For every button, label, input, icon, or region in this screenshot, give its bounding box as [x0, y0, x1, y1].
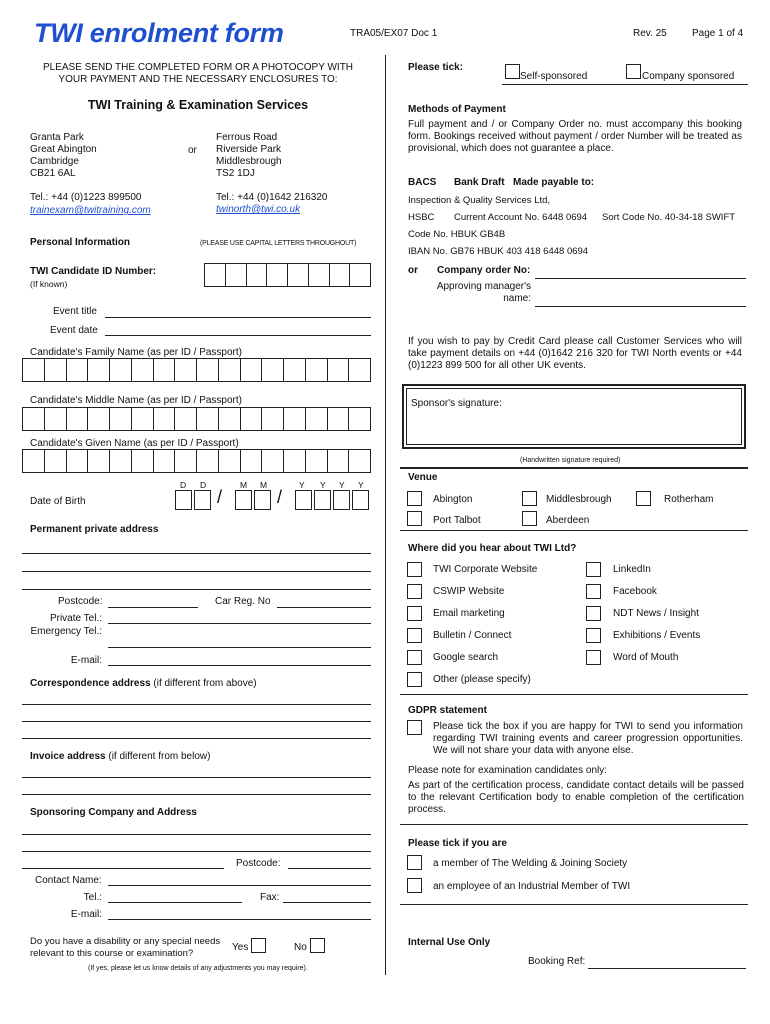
venue-rotherham-checkbox[interactable]	[636, 491, 651, 506]
dob-month-2[interactable]	[254, 490, 271, 510]
revision: Rev. 25	[633, 28, 667, 39]
org-heading: TWI Training & Examination Services	[87, 98, 309, 112]
dob-letter-y3: Y	[339, 480, 345, 490]
if-known-note: (If known)	[30, 279, 68, 289]
middle-name-input[interactable]	[22, 407, 371, 431]
dob-label: Date of Birth	[30, 496, 86, 507]
fax-label: Fax:	[260, 892, 280, 903]
member-welding-checkbox[interactable]	[407, 855, 422, 870]
email-label: E-mail:	[70, 655, 102, 666]
dob-year-4[interactable]	[352, 490, 369, 510]
methods-text: Full payment and / or Company Order no. must accompany this booking form. Bookings received without payment / order Number will be treated as provisional, which does not guarantee a place.	[408, 119, 742, 154]
address-cambridge: Granta Park Great Abington Cambridge CB21 6AL	[30, 132, 97, 179]
or-label-right: or	[408, 265, 418, 276]
email-cambridge[interactable]: trainexam@twitraining.com	[30, 205, 151, 216]
emergency-tel-line[interactable]	[108, 647, 371, 648]
booking-ref-line[interactable]	[588, 968, 746, 969]
hear-google-checkbox[interactable]	[407, 650, 422, 665]
hear-email-checkbox[interactable]	[407, 606, 422, 621]
form-title: TWI enrolment form	[34, 18, 284, 48]
company-sponsored-checkbox[interactable]	[626, 64, 641, 79]
internal-divider	[400, 904, 748, 905]
page-number: Page 1 of 4	[692, 28, 744, 39]
sponsor-postcode-label: Postcode:	[236, 858, 281, 869]
contact-name-label: Contact Name:	[35, 875, 102, 886]
dob-letter-d1: D	[180, 480, 187, 490]
disability-yes-checkbox[interactable]	[251, 938, 266, 953]
hear-ndt-news-label: NDT News / Insight	[613, 608, 699, 619]
candidate-id-label: TWI Candidate ID Number:	[30, 266, 157, 277]
employee-industrial-checkbox[interactable]	[407, 878, 422, 893]
correspondence-line-3[interactable]	[22, 738, 371, 739]
venue-abington-label: Abington	[433, 494, 473, 505]
venue-middlesbrough-checkbox[interactable]	[522, 491, 537, 506]
venue-port-talbot-checkbox[interactable]	[407, 511, 422, 526]
self-sponsored-label: Self-sponsored	[520, 71, 588, 82]
sponsor-postcode-line[interactable]	[288, 868, 371, 869]
dob-letter-m2: M	[260, 480, 268, 490]
hear-heading: Where did you hear about TWI Ltd?	[408, 543, 577, 554]
invoice-line-2[interactable]	[22, 794, 371, 795]
iban: IBAN No. GB76 HBUK 403 418 6448 0694	[408, 246, 589, 257]
candidate-id-input[interactable]	[204, 263, 371, 287]
given-name-label: Candidate's Given Name (as per ID / Passport)	[30, 438, 239, 449]
hear-exhibitions-label: Exhibitions / Events	[613, 630, 701, 641]
member-welding-label: a member of The Welding & Joining Society	[433, 858, 628, 869]
hear-google-label: Google search	[433, 652, 499, 663]
private-tel-line[interactable]	[108, 623, 371, 624]
or-label: or	[188, 145, 197, 156]
dob-separator-2: /	[277, 487, 283, 507]
payee: Inspection & Quality Services Ltd,	[408, 195, 551, 206]
dob-letter-y1: Y	[299, 480, 305, 490]
payable-to-label: Made payable to:	[513, 177, 595, 188]
yes-label: Yes	[232, 942, 249, 953]
dob-day-1[interactable]	[175, 490, 192, 510]
sort-code: Sort Code No. 40-34-18 SWIFT	[602, 212, 736, 223]
fax-line[interactable]	[283, 902, 371, 903]
hear-exhibitions-checkbox[interactable]	[586, 628, 601, 643]
company-order-line[interactable]	[535, 278, 746, 279]
postcode-label: Postcode:	[58, 596, 103, 607]
sponsor-signature-box[interactable]	[402, 384, 746, 449]
bacs-label: BACS	[408, 177, 437, 188]
given-name-input[interactable]	[22, 449, 371, 473]
dob-letter-d2: D	[200, 480, 207, 490]
no-label: No	[294, 942, 307, 953]
gdpr-divider	[400, 694, 748, 695]
dob-year-1[interactable]	[295, 490, 312, 510]
sponsor-tel-line[interactable]	[108, 902, 242, 903]
tel-cambridge: Tel.: +44 (0)1223 899500	[30, 192, 142, 203]
dob-month-1[interactable]	[235, 490, 252, 510]
hear-divider	[400, 530, 748, 531]
exam-text: As part of the certification process, candidate contact details will be passed to the relevant Certification body to enable completion of the certification process.	[408, 780, 744, 815]
event-title-line[interactable]	[105, 317, 371, 318]
sponsor-tel-label: Tel.:	[83, 892, 102, 903]
bank-name: HSBC	[408, 212, 435, 223]
hear-bulletin-checkbox[interactable]	[407, 628, 422, 643]
hear-ndt-news-checkbox[interactable]	[586, 606, 601, 621]
exam-note: Please note for examination candidates only:	[408, 765, 608, 776]
event-date-label: Event date	[50, 325, 98, 336]
bank-draft-label: Bank Draft	[454, 177, 505, 188]
hear-twi-website-checkbox[interactable]	[407, 562, 422, 577]
dob-letter-m1: M	[240, 480, 248, 490]
employee-industrial-label: an employee of an Industrial Member of TWI	[433, 881, 631, 892]
tel-middlesbrough: Tel.: +44 (0)1642 216320	[216, 192, 328, 203]
capitals-note: (PLEASE USE CAPITAL LETTERS THROUGHOUT)	[200, 240, 357, 247]
disability-note: (If yes, please let us know details of any adjustments you may require).	[88, 965, 308, 972]
invoice-line-1[interactable]	[22, 777, 371, 778]
dob-day-2[interactable]	[194, 490, 211, 510]
sponsor-line-1[interactable]	[22, 834, 371, 835]
venue-abington-checkbox[interactable]	[407, 491, 422, 506]
gdpr-heading: GDPR statement	[408, 705, 487, 716]
approving-manager-line[interactable]	[535, 306, 746, 307]
hear-cswip-label: CSWIP Website	[433, 586, 505, 597]
company-order-label: Company order No:	[437, 265, 531, 276]
swift-code: Code No. HBUK GB4B	[408, 229, 506, 240]
sponsor-email-line[interactable]	[108, 919, 371, 920]
permanent-address-heading: Permanent private address	[30, 524, 159, 535]
address-middlesbrough: Ferrous Road Riverside Park Middlesbrough TS2 1DJ	[216, 132, 282, 179]
car-reg-label: Car Reg. No	[215, 596, 271, 607]
address-line-2[interactable]	[22, 571, 371, 572]
account-number: Current Account No. 6448 0694	[454, 212, 588, 223]
send-instruction: PLEASE SEND THE COMPLETED FORM OR A PHOTOCOPY WITH YOUR PAYMENT AND THE NECESSARY ENCLOSURES TO:	[42, 62, 354, 85]
family-name-input[interactable]	[22, 358, 371, 382]
hear-twi-website-label: TWI Corporate Website	[433, 564, 538, 575]
hear-cswip-checkbox[interactable]	[407, 584, 422, 599]
correspondence-line-2[interactable]	[22, 721, 371, 722]
sponsor-line-2[interactable]	[22, 851, 371, 852]
sponsor-line-3[interactable]	[22, 868, 224, 869]
event-date-line[interactable]	[105, 335, 371, 336]
car-reg-line[interactable]	[277, 607, 371, 608]
hear-other-label: Other (please specify)	[433, 674, 531, 685]
approving-manager-label: Approving manager's name:	[436, 281, 531, 304]
hear-word-of-mouth-label: Word of Mouth	[613, 652, 679, 663]
booking-ref-label: Booking Ref:	[528, 956, 586, 967]
company-sponsored-label: Company sponsored	[642, 71, 735, 82]
contact-name-line[interactable]	[108, 885, 371, 886]
correspondence-heading: Correspondence address (if different from above)	[30, 678, 257, 689]
disability-question: Do you have a disability or any special needs relevant to this course or examination?	[30, 936, 221, 959]
column-divider	[385, 55, 386, 975]
personal-info-heading: Personal Information	[30, 237, 131, 248]
credit-card-text: If you wish to pay by Credit Card please call Customer Services who will take payment details on +44 (0)1642 216 320 for TWI North events or +44 (0)1223 899 500 for all other UK events.	[408, 336, 742, 371]
disability-no-checkbox[interactable]	[310, 938, 325, 953]
dob-year-3[interactable]	[333, 490, 350, 510]
postcode-line[interactable]	[108, 607, 198, 608]
hear-word-of-mouth-checkbox[interactable]	[586, 650, 601, 665]
membership-divider	[400, 824, 748, 825]
invoice-heading: Invoice address (if different from below)	[30, 751, 211, 762]
dob-letter-y2: Y	[320, 480, 326, 490]
event-title-label: Event title	[53, 306, 97, 317]
venue-port-talbot-label: Port Talbot	[433, 515, 481, 526]
emergency-tel-label: Emergency Tel.:	[30, 626, 102, 637]
sponsor-type-line	[502, 84, 748, 85]
dob-letter-y4: Y	[358, 480, 364, 490]
correspondence-line-1[interactable]	[22, 704, 371, 705]
hear-facebook-label: Facebook	[613, 586, 657, 597]
please-tick-label: Please tick:	[408, 62, 464, 73]
handwritten-note: (Handwritten signature required)	[520, 457, 621, 464]
dob-year-2[interactable]	[314, 490, 331, 510]
internal-use-heading: Internal Use Only	[408, 937, 491, 948]
sponsor-email-label: E-mail:	[70, 909, 102, 920]
hear-facebook-checkbox[interactable]	[586, 584, 601, 599]
address-line-1[interactable]	[22, 553, 371, 554]
sponsor-signature-label: Sponsor's signature:	[411, 398, 502, 409]
private-tel-label: Private Tel.:	[49, 613, 102, 624]
hear-linkedin-checkbox[interactable]	[586, 562, 601, 577]
tick-if-heading: Please tick if you are	[408, 838, 507, 849]
venue-heading: Venue	[408, 472, 438, 483]
gdpr-consent-checkbox[interactable]	[407, 720, 422, 735]
gdpr-text: Please tick the box if you are happy for TWI to send you information regarding TWI training events and career progression opportunities. We will not share your data with anyone else.	[433, 721, 743, 756]
venue-aberdeen-checkbox[interactable]	[522, 511, 537, 526]
middle-name-label: Candidate's Middle Name (as per ID / Passport)	[30, 395, 242, 406]
dob-separator-1: /	[217, 487, 223, 507]
sponsoring-heading: Sponsoring Company and Address	[30, 807, 197, 818]
family-name-label: Candidate's Family Name (as per ID / Passport)	[30, 347, 242, 358]
email-middlesbrough[interactable]: twinorth@twi.co.uk	[216, 204, 301, 215]
venue-middlesbrough-label: Middlesbrough	[546, 494, 612, 505]
venue-divider	[400, 467, 748, 469]
email-line[interactable]	[108, 665, 371, 666]
doc-ref: TRA05/EX07 Doc 1	[350, 28, 438, 39]
address-line-3[interactable]	[22, 589, 371, 590]
hear-bulletin-label: Bulletin / Connect	[433, 630, 512, 641]
hear-linkedin-label: LinkedIn	[613, 564, 651, 575]
hear-email-label: Email marketing	[433, 608, 505, 619]
hear-other-checkbox[interactable]	[407, 672, 422, 687]
self-sponsored-checkbox[interactable]	[505, 64, 520, 79]
methods-heading: Methods of Payment	[408, 104, 506, 115]
venue-aberdeen-label: Aberdeen	[546, 515, 590, 526]
venue-rotherham-label: Rotherham	[664, 494, 714, 505]
